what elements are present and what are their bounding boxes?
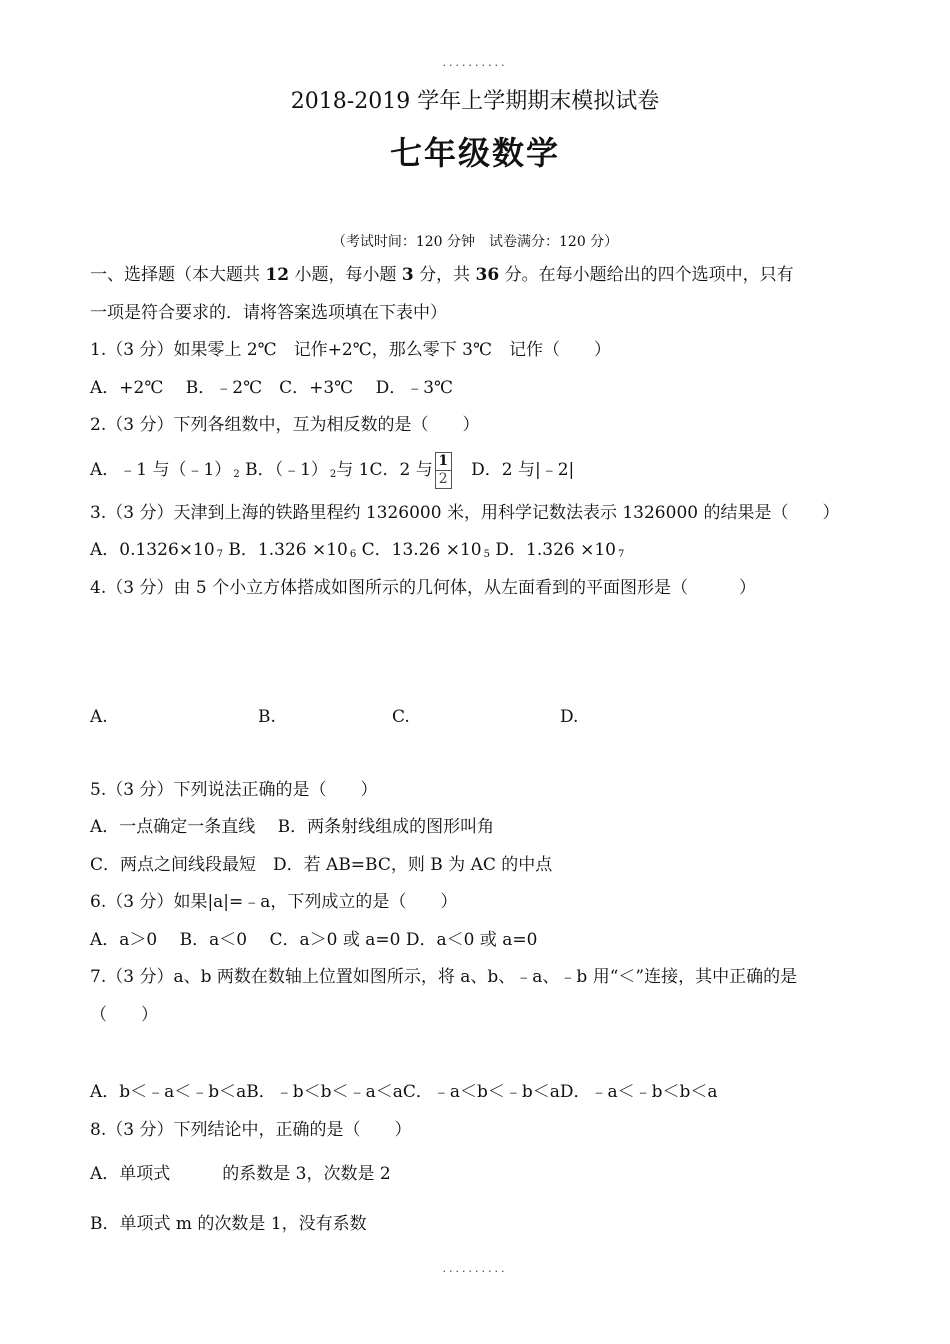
- question-4-options: [90, 699, 875, 737]
- footer-dots: ..........: [442, 1262, 508, 1275]
- option-b: B．（﹣1）: [245, 459, 328, 480]
- option-b: B.: [258, 707, 276, 727]
- question-8-stem: 8.（3 分）下列结论中，正确的是（ ）: [90, 1119, 412, 1140]
- question-7-options: A．b＜﹣a＜﹣b＜aB．﹣b＜b＜﹣a＜aC．﹣a＜b＜﹣b＜aD．﹣a＜﹣b＜b＜a: [90, 1082, 718, 1102]
- question-list: [90, 257, 875, 1249]
- question-8-option-b: B．单项式 m 的次数是 1，没有系数: [90, 1214, 367, 1234]
- option-d: D.: [560, 707, 579, 727]
- exponent: 2: [329, 468, 337, 480]
- option-a: A．﹣1 与（﹣1）: [90, 459, 232, 480]
- section-instructions: 一、选择题（本大题共 12 小题，每小题 3 分，共 36 分。在每小题给出的四个选项中，只有: [90, 265, 794, 285]
- option-d: D．2 与|﹣2|: [471, 459, 575, 480]
- option-b-c: 与 1C．2 与: [336, 459, 433, 480]
- option-d: D．1.326 ×10: [495, 540, 616, 560]
- question-5-stem: 5.（3 分）下列说法正确的是（ ）: [90, 779, 378, 800]
- question-3-options: A．0.1326×10 $_7$ B．1.326 ×10 $_6$ C．13.26 ×10 $_5$ D．1.326 ×10 $_7$: [90, 540, 625, 560]
- question-7-stem-cont: （ ）: [90, 1004, 158, 1025]
- question-8-option-a: A．单项式 的系数是 3，次数是 2: [90, 1164, 391, 1184]
- question-2-options: [90, 445, 875, 495]
- question-1-options: A．+2℃ B．﹣2℃ C．+3℃ D．﹣3℃: [90, 377, 454, 398]
- option-a: A．0.1326×10: [90, 540, 215, 560]
- question-5-options-cd: C．两点之间线段最短 D．若 AB=BC，则 B 为 AC 的中点: [90, 854, 553, 875]
- question-2-stem: 2.（3 分）下列各组数中，互为相反数的是（ ）: [90, 415, 480, 435]
- header-dots: ..........: [442, 56, 508, 69]
- question-4-stem: 4.（3 分）由 5 个小立方体搭成如图所示的几何体，从左面看到的平面图形是（ ）: [90, 577, 757, 598]
- option-c: C．13.26 ×10: [361, 540, 482, 560]
- fraction-one-half: $\frac{1}{2}$: [435, 452, 452, 489]
- option-a: A.: [90, 707, 108, 727]
- question-5-options-ab: A．一点确定一条直线 B．两条射线组成的图形叫角: [90, 817, 495, 837]
- figure-placeholder: [90, 607, 875, 699]
- section-instructions-line2: 一项是符合要求的．请将答案选项填在下表中）: [90, 302, 447, 323]
- option-c: C.: [392, 707, 410, 727]
- question-6-options: A．a＞0 B．a＜0 C．a＞0 或 a=0 D．a＜0 或 a=0: [90, 929, 538, 950]
- question-6-stem: 6.（3 分）如果|a|=﹣a，下列成立的是（ ）: [90, 892, 458, 912]
- question-7-stem: 7.（3 分）a、b 两数在数轴上位置如图所示，将 a、b、﹣a、﹣b 用“＜”连接，其中正确的是: [90, 967, 798, 987]
- question-1-stem: 1.（3 分）如果零上 2℃ 记作+2℃，那么零下 3℃ 记作（ ）: [90, 340, 611, 360]
- exam-info: （考试时间：120 分钟 试卷满分：120 分）: [331, 234, 619, 250]
- option-b: B．1.326 ×10: [228, 540, 348, 560]
- figure-placeholder: [90, 1034, 875, 1074]
- question-3-stem: 3.（3 分）天津到上海的铁路里程约 1326000 米，用科学记数法表示 1326000 的结果是（ ）: [90, 502, 840, 523]
- exam-title: 2018-2019 学年上学期期末模拟试卷: [290, 89, 660, 114]
- exponent: 2: [233, 468, 240, 480]
- subject-title: 七年级数学: [389, 134, 560, 172]
